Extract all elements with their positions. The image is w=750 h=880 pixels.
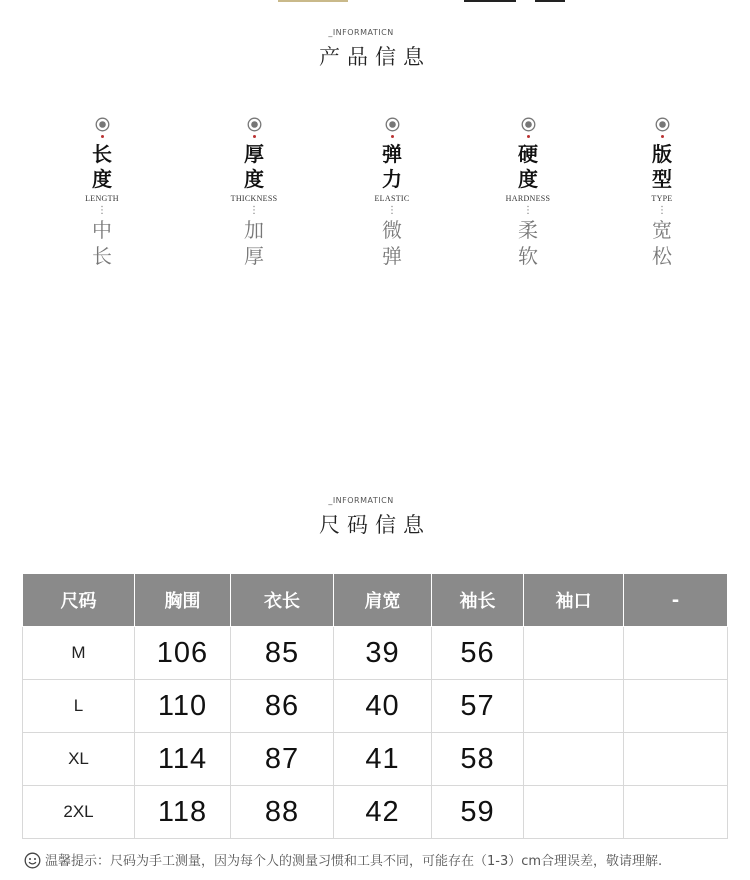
- size-cell: L: [23, 680, 135, 733]
- size-info-subtitle: _INFORMATICN: [328, 496, 394, 505]
- attribute-value: 微弹: [382, 218, 402, 268]
- colon-mark: ⋮: [657, 205, 667, 216]
- target-icon: [385, 117, 400, 132]
- chest-cell: 106: [135, 627, 231, 680]
- colon-mark: ⋮: [97, 205, 107, 216]
- extra-cell: [624, 733, 728, 786]
- attribute-name-en: TYPE: [651, 194, 673, 203]
- colon-mark: ⋮: [249, 205, 259, 216]
- length-cell: 88: [231, 786, 334, 839]
- shoulder-cell: 41: [334, 733, 432, 786]
- red-dot: [101, 135, 104, 138]
- header-shoulder: 肩宽: [334, 574, 432, 627]
- table-row: [23, 786, 728, 839]
- header-dash: -: [624, 574, 728, 627]
- attribute-name: 硬度: [518, 142, 538, 191]
- product-info-header: [0, 28, 750, 71]
- chest-cell: 118: [135, 786, 231, 839]
- product-info-title: 产品信息: [319, 45, 431, 69]
- attribute-value: 中长: [92, 218, 112, 268]
- size-cell: XL: [23, 733, 135, 786]
- header-cuff: 袖口: [524, 574, 624, 627]
- attribute-hardness: [483, 117, 573, 269]
- attribute-name: 版型: [652, 142, 672, 191]
- attribute-value: 宽松: [652, 218, 672, 268]
- size-info-title: 尺码信息: [319, 513, 431, 537]
- smiley-icon: [24, 852, 41, 869]
- attribute-name: 长度: [92, 142, 112, 191]
- size-table: [22, 573, 728, 839]
- length-cell: 86: [231, 680, 334, 733]
- colon-mark: ⋮: [387, 205, 397, 216]
- sleeve-cell: 56: [432, 627, 524, 680]
- shoulder-cell: 39: [334, 627, 432, 680]
- chest-cell: 114: [135, 733, 231, 786]
- red-dot: [527, 135, 530, 138]
- length-cell: 87: [231, 733, 334, 786]
- top-divider-right: [535, 0, 565, 2]
- extra-cell: [624, 627, 728, 680]
- note-text: 温馨提示：尺码为手工测量，因为每个人的测量习惯和工具不同，可能存在（1-3）cm合理误差，敬请理解.: [45, 854, 663, 869]
- attribute-name-en: ELASTIC: [374, 194, 410, 203]
- attribute-value: 柔软: [518, 218, 538, 268]
- table-row: [23, 627, 728, 680]
- red-dot: [391, 135, 394, 138]
- length-cell: 85: [231, 627, 334, 680]
- red-dot: [661, 135, 664, 138]
- cuff-cell: [524, 786, 624, 839]
- attribute-name-en: LENGTH: [85, 194, 119, 203]
- top-divider-mid: [464, 0, 516, 2]
- size-cell: M: [23, 627, 135, 680]
- table-row: [23, 680, 728, 733]
- attribute-name-en: HARDNESS: [505, 194, 551, 203]
- attribute-value: 加厚: [244, 218, 264, 268]
- red-dot: [253, 135, 256, 138]
- target-icon: [247, 117, 262, 132]
- attribute-length: [57, 117, 147, 269]
- chest-cell: 110: [135, 680, 231, 733]
- target-icon: [521, 117, 536, 132]
- measurement-note: [24, 850, 744, 869]
- attribute-thickness: [209, 117, 299, 269]
- attribute-type: [617, 117, 707, 269]
- header-chest: 胸围: [135, 574, 231, 627]
- size-info-header: [0, 496, 750, 539]
- header-sleeve: 袖长: [432, 574, 524, 627]
- header-length: 衣长: [231, 574, 334, 627]
- sleeve-cell: 57: [432, 680, 524, 733]
- colon-mark: ⋮: [523, 205, 533, 216]
- cuff-cell: [524, 680, 624, 733]
- target-icon: [95, 117, 110, 132]
- top-divider-left: [278, 0, 348, 2]
- attribute-name: 厚度: [244, 142, 264, 191]
- size-cell: 2XL: [23, 786, 135, 839]
- product-info-subtitle: _INFORMATICN: [328, 28, 394, 37]
- shoulder-cell: 40: [334, 680, 432, 733]
- extra-cell: [624, 786, 728, 839]
- attribute-elastic: [347, 117, 437, 269]
- header-size: 尺码: [23, 574, 135, 627]
- size-table-header-row: [23, 574, 728, 627]
- extra-cell: [624, 680, 728, 733]
- cuff-cell: [524, 627, 624, 680]
- table-row: [23, 733, 728, 786]
- sleeve-cell: 59: [432, 786, 524, 839]
- target-icon: [655, 117, 670, 132]
- cuff-cell: [524, 733, 624, 786]
- shoulder-cell: 42: [334, 786, 432, 839]
- attribute-name-en: THICKNESS: [230, 194, 278, 203]
- attribute-name: 弹力: [382, 142, 402, 191]
- sleeve-cell: 58: [432, 733, 524, 786]
